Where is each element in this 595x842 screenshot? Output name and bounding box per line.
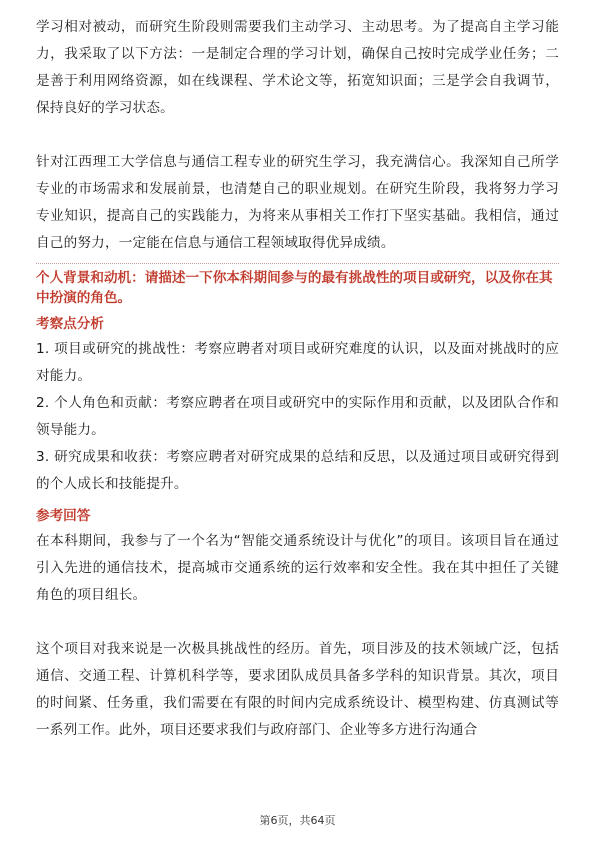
- intro-paragraph-1: 学习相对被动，而研究生阶段则需要我们主动学习、主动思考。为了提高自主学习能力，我采取了以下方法：一是制定合理的学习计划，确保自己按时完成学业任务；二是善于利用网络资源，如在线课程、学术论文等，拓宽知识面；三是学会自我调节，保持良好的学习状态。: [36, 19, 559, 116]
- page-number: 第6页，共64页: [259, 814, 336, 827]
- intro-paragraph-2: 针对江西理工大学信息与通信工程专业的研究生学习，我充满信心。我深知自己所学专业的市场需求和发展前景，也清楚自己的职业规划。在研究生阶段，我将努力学习专业知识，提高自己的实践能力，为将来从事相关工作打下坚实基础。我相信，通过自己的努力，一定能在信息与通信工程领域取得优异成绩。: [36, 154, 559, 251]
- dotted-divider: [36, 263, 559, 264]
- analysis-item-3: 3. 研究成果和收获：考察应聘者对研究成果的总结和反思，以及通过项目或研究得到的个人成长和技能提升。: [36, 449, 559, 492]
- analysis-item-1: 1. 项目或研究的挑战性：考察应聘者对项目或研究难度的认识，以及面对挑战时的应对能力。: [36, 341, 559, 384]
- answer-paragraph-2: 这个项目对我来说是一次极具挑战性的经历。首先，项目涉及的技术领域广泛，包括通信、交通工程、计算机科学等，要求团队成员具备多学科的知识背景。其次，项目的时间紧、任务重，我们需要在有限的时间内完成系统设计、模型构建、仿真测试等一系列工作。此外，项目还要求我们与政府部门、企业等多方进行沟通合: [36, 641, 559, 738]
- spacer: [36, 498, 559, 506]
- spacer: [36, 122, 559, 149]
- analysis-title: 考察点分析: [36, 316, 104, 332]
- answer-paragraph-1: 在本科期间，我参与了一个名为“智能交通系统设计与优化”的项目。该项目旨在通过引入先进的通信技术，提高城市交通系统的运行效率和安全性。我在其中担任了关键角色的项目组长。: [36, 533, 559, 603]
- page-content: [36, 14, 559, 744]
- question-heading: 个人背景和动机：请描述一下你本科期间参与的最有挑战性的项目或研究，以及你在其中扮演的角色。: [36, 270, 553, 306]
- spacer: [36, 609, 559, 636]
- analysis-item-2: 2. 个人角色和贡献：考察应聘者在项目或研究中的实际作用和贡献，以及团队合作和领导能力。: [36, 395, 559, 438]
- answer-title: 参考回答: [36, 508, 91, 524]
